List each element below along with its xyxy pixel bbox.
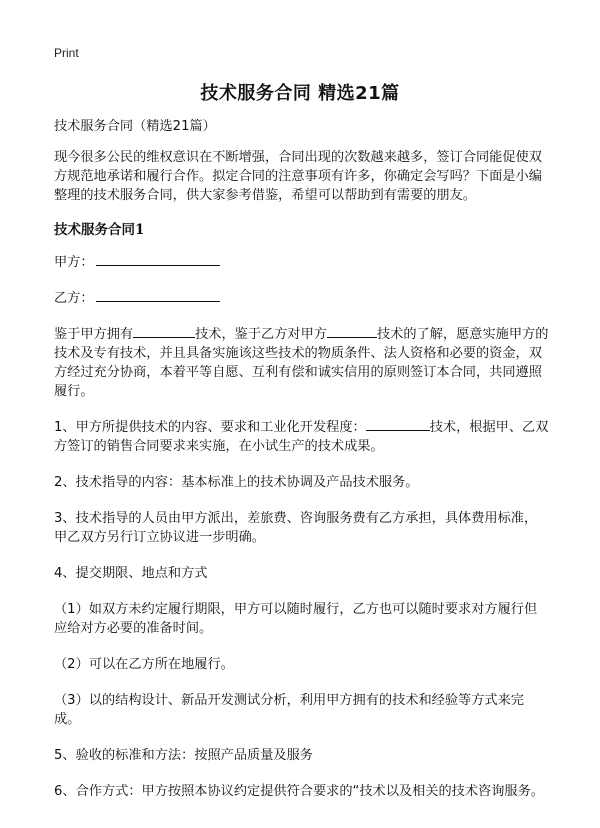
clause-1-text-1: 1、甲方所提供技术的内容、要求和工业化开发程度： [54,420,366,435]
party-a-blank [96,264,220,266]
preamble-text-1: 鉴于甲方拥有 [54,327,134,342]
print-link[interactable]: Print [54,46,79,60]
technology-blank-2 [327,336,377,338]
clause-5: 5、验收的标准和方法：按照产品质量及服务 [54,748,313,763]
clause-4-2: （2）可以在乙方所在地履行。 [54,657,234,672]
preamble-paragraph [54,325,550,401]
clause-2: 2、技术指导的内容：基本标准上的技术协调及产品技术服务。 [54,475,419,490]
party-a-label: 甲方： [54,255,94,270]
preamble-text-2: 技术，鉴于乙方对甲方 [195,327,327,342]
intro-paragraph: 现今很多公民的维权意识在不断增强，合同出现的次数越来越多，签订合同能促使双方规范地承诺和履行合作。拟定合同的注意事项有许多，你确定会写吗？下面是小编整理的技术服务合同，供大家参考借鉴，希望可以帮助到有需要的朋友。 [54,150,542,203]
document-subtitle: 技术服务合同（精选21篇） [54,119,216,134]
party-b-label: 乙方： [54,291,94,306]
technology-blank-3 [366,429,430,431]
document-body [54,117,550,818]
clause-1 [54,418,550,456]
clause-3: 3、技术指导的人员由甲方派出，差旅费、咨询服务费有乙方承担，具体费用标准，甲乙双方另行订立协议进一步明确。 [54,511,538,545]
preamble-text-3: 技术的了解，愿意实施甲方的技术及专有技术，并且具备实施该这些技术的物质条件、法人资格和必要的资金，双方经过充分协商，本着平等自愿、互利有偿和诚实信用的原则签订本合同，共同遵照履行。 [54,327,549,399]
section-heading: 技术服务合同1 [54,222,145,238]
page-title: 技术服务合同 精选21篇 [200,83,400,104]
clause-1-text-2: 技术，根据甲、乙双方签订的销售合同要求来实施，在小试生产的技术成果。 [54,420,549,454]
technology-blank-1 [133,336,195,338]
clause-6: 6、合作方式：甲方按照本协议约定提供符合要求的“技术以及相关的技术咨询服务。 [54,784,544,799]
clause-4-3: （3）以的结构设计、新品开发测试分析，利用甲方拥有的技术和经验等方式来完成。 [54,693,524,727]
party-b-line [54,289,550,308]
party-a-line [54,253,550,272]
clause-4-1: （1）如双方未约定履行期限，甲方可以随时履行，乙方也可以随时要求对方履行但应给对方必要的准备时间。 [54,602,538,636]
clause-4: 4、提交期限、地点和方式 [54,566,208,581]
party-b-blank [96,300,220,302]
